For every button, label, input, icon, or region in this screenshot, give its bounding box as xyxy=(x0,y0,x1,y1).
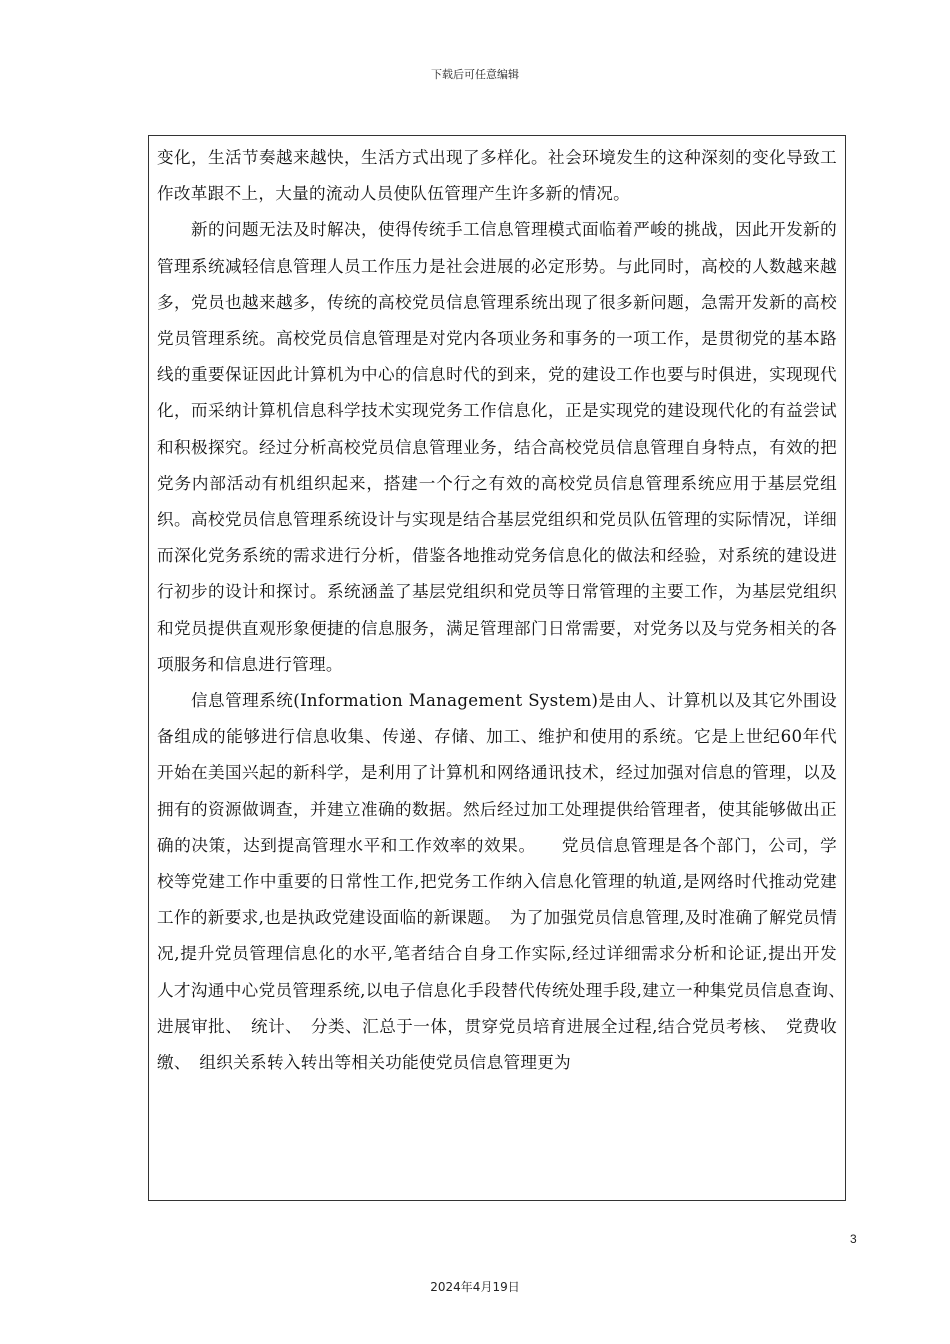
paragraph-2: 新的问题无法及时解决，使得传统手工信息管理模式面临着严峻的挑战，因此开发新的管理系统减轻信息管理人员工作压力是社会进展的必定形势。与此同时，高校的人数越来越多，党员也越来越多，传统的高校党员信息管理系统出现了很多新问题，急需开发新的高校党员管理系统。高校党员信息管理是对党内各项业务和事务的一项工作，是贯彻党的基本路线的重要保证因此计算机为中心的信息时代的到来，党的建设工作也要与时俱进，实现现代化，而采纳计算机信息科学技术实现党务工作信息化，正是实现党的建设现代化的有益尝试和积极探究。经过分析高校党员信息管理业务，结合高校党员信息管理自身特点，有效的把党务内部活动有机组织起来，搭建一个行之有效的高校党员信息管理系统应用于基层党组织。高校党员信息管理系统设计与实现是结合基层党组织和党员队伍管理的实际情况，详细而深化党务系统的需求进行分析，借鉴各地推动党务信息化的做法和经验，对系统的建设进行初步的设计和探讨。系统涵盖了基层党组织和党员等日常管理的主要工作，为基层党组织和党员提供直观形象便捷的信息服务，满足管理部门日常需要，对党务以及与党务相关的各项服务和信息进行管理。 xyxy=(157,220,837,674)
paragraph-3: 信息管理系统(Information Management System)是由人、计算机以及其它外围设备组成的能够进行信息收集、传递、存储、加工、维护和使用的系统。它是上世纪60年代开始在美国兴起的新科学，是利用了计算机和网络通讯技术，经过加强对信息的管理，以及拥有的资源做调查，并建立准确的数据。然后经过加工处理提供给管理者，使其能够做出正确的决策，达到提高管理水平和工作效率的效果。 党员信息管理是各个部门，公司，学校等党建工作中重要的日常性工作,把党务工作纳入信息化管理的轨道,是网络时代推动党建工作的新要求,也是执政党建设面临的新课题。 为了加强党员信息管理,及时准确了解党员情况,提升党员管理信息化的水平,笔者结合自身工作实际,经过详细需求分析和论证,提出开发人才沟通中心党员管理系统,以电子信息化手段替代传统处理手段,建立一种集党员信息查询、 进展审批、 统计、 分类、汇总于一体，贯穿党员培育进展全过程,结合党员考核、 党费收缴、 组织关系转入转出等相关功能使党员信息管理更为 xyxy=(157,691,854,1073)
page-number: 3 xyxy=(850,1232,857,1246)
header-note: 下载后可任意编辑 xyxy=(431,68,519,81)
paragraph-1: 变化，生活节奏越来越快，生活方式出现了多样化。社会环境发生的这种深刻的变化导致工作改革跟不上，大量的流动人员使队伍管理产生许多新的情况。 xyxy=(157,148,837,204)
footer-date: 2024年4月19日 xyxy=(430,1280,520,1294)
document-body-frame xyxy=(148,135,854,1201)
